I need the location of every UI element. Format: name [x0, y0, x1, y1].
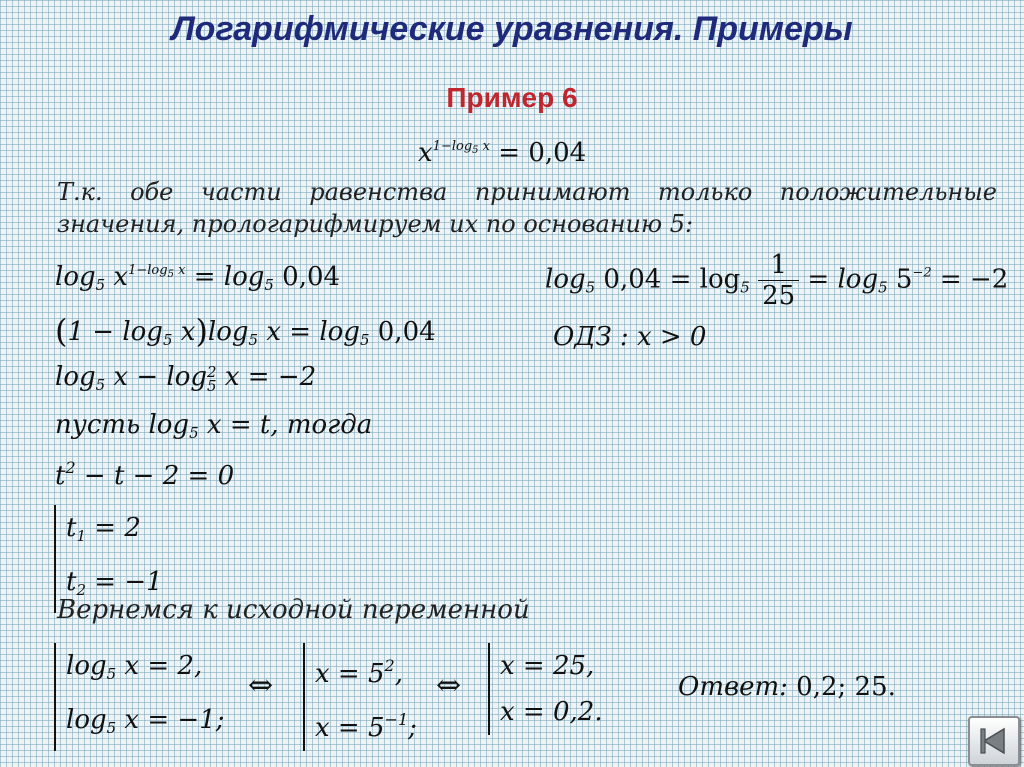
solution-eq-2: x = 0,2.: [500, 697, 603, 727]
main-rhs: = 0,04: [490, 138, 587, 168]
back-substitution-heading: Вернемся к исходной переменной: [57, 595, 530, 625]
main-base: x: [418, 138, 433, 168]
step-1: log5 $x^{1-log_5 x} = \log 5$ 0,04: [55, 262, 341, 294]
back-arrow-icon: [978, 725, 1010, 757]
step-4: пусть log5 x = t, тогда: [55, 410, 373, 442]
log-system: [54, 643, 225, 751]
page-title: Логарифмические уравнения. Примеры: [171, 10, 853, 48]
odz: ОДЗ : x > 0: [553, 322, 707, 352]
equivalence-icon: ⇔: [248, 668, 274, 703]
fraction-1-25: $\frac{1}{25}$: [758, 250, 799, 311]
power-eq-2: $x = 5^{-1}$;: [315, 710, 417, 743]
answer-label: Ответ:: [678, 672, 788, 702]
answer: [678, 672, 896, 702]
power-system: [303, 643, 417, 751]
solution-system: [488, 643, 603, 735]
root-t2: t2 = −1: [66, 567, 163, 599]
solution-eq-1: x = 25,: [500, 651, 595, 681]
example-title: Пример 6: [446, 82, 578, 113]
root-t1: t1 = 2: [66, 513, 141, 545]
step-5: $t^2 - t - 2 = 0$: [55, 458, 235, 491]
back-button[interactable]: [968, 716, 1020, 766]
main-equation: [418, 138, 586, 168]
equivalence-icon: ⇔: [436, 668, 462, 703]
power-eq-1: $x = 5^2$,: [315, 656, 403, 689]
answer-value: 0,2; 25.: [787, 672, 896, 702]
step-2: (1 − log5 x)log5 x = log5 0,04: [55, 312, 436, 350]
explanation-text: Т.к. обе части равенства принимают только положительные значения, прологарифмируем их по основанию 5:: [57, 178, 997, 238]
log-eq-2: log5 x = −1;: [66, 705, 225, 737]
main-exponent: 1−log5 x: [432, 139, 490, 156]
step-3: log5 x − log 2 5 x = −2: [55, 362, 317, 395]
log-eq-1: log5 x = 2,: [66, 651, 203, 683]
log-0-04-calc: log5 0,04 = log5 $\frac{1}{25}$ = log5 $5^{-2} = -2$: [545, 250, 1009, 311]
